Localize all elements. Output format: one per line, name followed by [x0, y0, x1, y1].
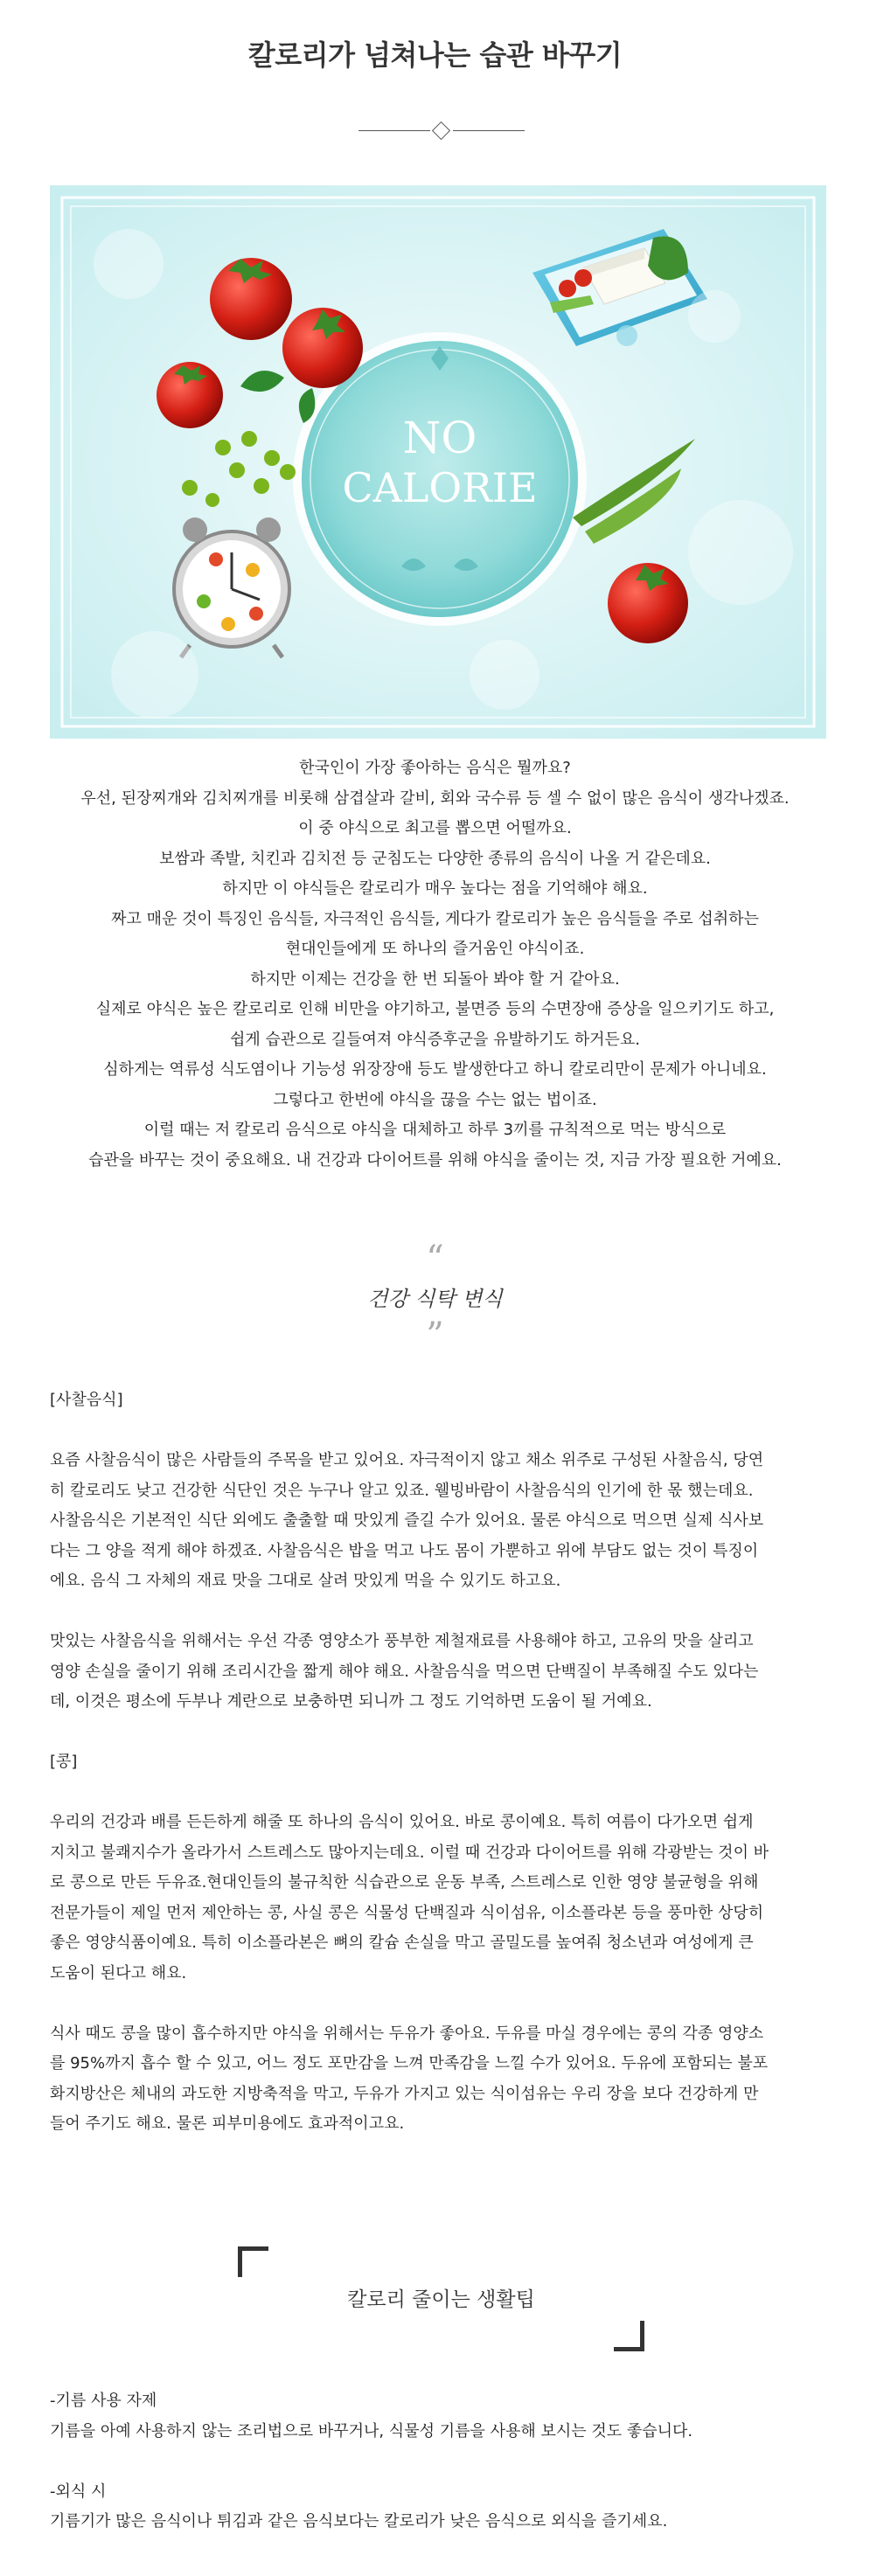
intro-line: 실제로 야식은 높은 칼로리로 인해 비만을 야기하고, 불면증 등의 수면장애 증상을 일으키기도 하고,	[95, 1000, 775, 1018]
intro-line: 이 중 야식으로 최고를 뽑으면 어떨까요.	[298, 819, 572, 837]
title-divider	[358, 122, 525, 140]
corner-bracket-top-left	[238, 2246, 268, 2277]
body-line: 사찰음식은 기본적인 식단 외에도 출출할 때 맛있게 즐길 수가 있어요. 물론 야식으로 먹으면 실제 식사보	[50, 1511, 764, 1530]
tips-list	[50, 2386, 828, 2538]
body-line: 식사 때도 콩을 많이 흡수하지만 야식을 위해서는 두유가 좋아요. 두유를 마실 경우에는 콩의 각종 영양소	[50, 2024, 764, 2043]
body-line: 화지방산은 체내의 과도한 지방축적을 막고, 두유가 가지고 있는 식이섬유는 우리 장을 보다 건강하게 만	[50, 2084, 759, 2103]
body-line: 요즘 사찰음식이 많은 사람들의 주목을 받고 있어요. 자극적이지 않고 채소 위주로 구성된 사찰음식, 당연	[50, 1451, 764, 1469]
intro-line: 습관을 바꾸는 것이 중요해요. 내 건강과 다이어트를 위해 야식을 줄이는 것, 지금 가장 필요한 거예요.	[88, 1150, 782, 1170]
body-line: 영양 손실을 줄이기 위해 조리시간을 짧게 해야 해요. 사찰음식을 먹으면 단백질이 부족해질 수도 있다는	[50, 1662, 759, 1681]
intro-line: 이럴 때는 저 칼로리 음식으로 야식을 대체하고 하루 3끼를 규칙적으로 먹는 방식으로	[143, 1121, 727, 1139]
tip-heading: -기름 사용 자제	[50, 2392, 157, 2410]
intro-line: 그렇다고 한번에 야식을 끊을 수는 없는 법이죠.	[273, 1090, 597, 1109]
quote-close-icon: ”	[426, 1316, 444, 1356]
diamond-icon	[432, 122, 450, 140]
body-line: 를 95%까지 흡수 할 수 있고, 어느 정도 포만감을 느껴 만족감을 느낄 수가 있어요. 두유에 포함되는 불포	[50, 2054, 769, 2073]
intro-line: 한국인이 가장 좋아하는 음식은 뭘까요?	[299, 759, 571, 777]
tips-title: 칼로리 줄이는 생활팁	[347, 2288, 535, 2311]
body-line: 에요. 음식 그 자체의 재료 맛을 그대로 살려 맛있게 먹을 수 있기도 하고요.	[50, 1572, 561, 1590]
intro-line: 하지만 이 야식들은 칼로리가 매우 높다는 점을 기억해야 해요.	[222, 879, 648, 898]
quote-open-icon: “	[426, 1239, 444, 1279]
divider-line-right	[453, 130, 525, 131]
body-line: 우리의 건강과 배를 든든하게 해줄 또 하나의 음식이 있어요. 바로 콩이예요. 특히 여름이 다가오면 쉽게	[50, 1813, 754, 1831]
body-line: 들어 주기도 해요. 물론 피부미용에도 효과적이고요.	[50, 2114, 405, 2133]
tip-heading: -외식 시	[50, 2482, 107, 2501]
body-line: 다는 그 양을 적게 해야 하겠죠. 사찰음식은 밥을 먹고 나도 몸이 가뿐하고 위에 부담도 없는 것이 특징이	[50, 1541, 759, 1560]
tip-text: 기름을 아예 사용하지 않는 조리법으로 바꾸거나, 식물성 기름을 사용해 보시는 것도 좋습니다.	[50, 2421, 693, 2441]
intro-text	[35, 753, 835, 1176]
tips-heading-box	[238, 2246, 644, 2351]
intro-line: 짜고 매운 것이 특징인 음식들, 자극적인 음식들, 게다가 칼로리가 높은 음식들을 주로 섭취하는	[111, 909, 759, 928]
section-title: 건강 식탁 변식	[367, 1287, 503, 1311]
body-line: 로 콩으로 만든 두유죠.현대인들의 불규칙한 식습관으로 운동 부족, 스트레스로 인한 영양 불균형을 위해	[50, 1873, 759, 1892]
body-line: 좋은 영양식품이예요. 특히 이소플라본은 뼈의 칼슘 손실을 막고 골밀도를 높여줘 청소년과 여성에게 큰	[50, 1934, 754, 1952]
hero-text-no: NO	[402, 413, 477, 463]
tomato-left	[157, 362, 223, 428]
intro-line: 우선, 된장찌개와 김치찌개를 비롯해 삼겹살과 갈비, 회와 국수류 등 셀 수 없이 많은 음식이 생각나겠죠.	[80, 788, 790, 808]
tomato-top-left	[210, 258, 292, 340]
tomato-bottom-right	[608, 563, 688, 643]
intro-line: 하지만 이제는 건강을 한 번 되돌아 봐야 할 거 같아요.	[250, 969, 620, 989]
body-line: 데, 이것은 평소에 두부나 계란으로 보충하면 되니까 그 정도 기억하면 도움이 될 거예요.	[50, 1692, 652, 1711]
intro-line: 심하게는 역류성 식도염이나 기능성 위장장애 등도 발생한다고 하니 칼로리만이 문제가 아니네요.	[103, 1060, 767, 1079]
divider-line-left	[358, 130, 430, 131]
hero-text-calorie: CALORIE	[342, 464, 538, 511]
body-line: 전문가들이 제일 먼저 제안하는 콩, 사실 콩은 식물성 단백질과 식이섬유, 이소플라본 등을 풍마한 상당히	[50, 1903, 764, 1922]
intro-line: 보쌈과 족발, 치킨과 김치전 등 군침도는 다양한 종류의 음식이 나올 거 같은데요.	[159, 849, 711, 868]
body-line: 지치고 불쾌지수가 올라가서 스트레스도 많아지는데요. 이럴 때 건강과 다이어트를 위해 각광받는 것이 바	[50, 1843, 769, 1862]
article-body	[50, 1385, 828, 2140]
corner-bracket-bottom-right	[614, 2321, 644, 2351]
section-label-beans: [콩]	[50, 1753, 78, 1771]
page-title: 칼로리가 넘쳐나는 습관 바꾸기	[247, 38, 623, 72]
body-line: 히 칼로리도 낮고 건강한 식단인 것은 누구나 알고 있죠. 웰빙바람이 사찰음식의 인기에 한 몫 했는데요.	[50, 1481, 754, 1500]
intro-line: 쉽게 습관으로 길들여져 야식증후군을 유발하기도 하거든요.	[229, 1030, 641, 1049]
hero-illustration	[50, 185, 826, 739]
body-line: 맛있는 사찰음식을 위해서는 우선 각종 영양소가 풍부한 제철재료를 사용해야 하고, 고유의 맛을 살리고	[50, 1632, 754, 1650]
body-line: 도움이 된다고 해요.	[50, 1963, 187, 1982]
hero-image	[50, 185, 826, 739]
tip-text: 기름기가 많은 음식이나 튀김과 같은 음식보다는 칼로리가 낮은 음식으로 외식을 즐기세요.	[50, 2512, 668, 2531]
section-label-temple-food: [사찰음식]	[50, 1391, 123, 1409]
intro-line: 현대인들에게 또 하나의 즐거움인 야식이죠.	[285, 940, 585, 958]
